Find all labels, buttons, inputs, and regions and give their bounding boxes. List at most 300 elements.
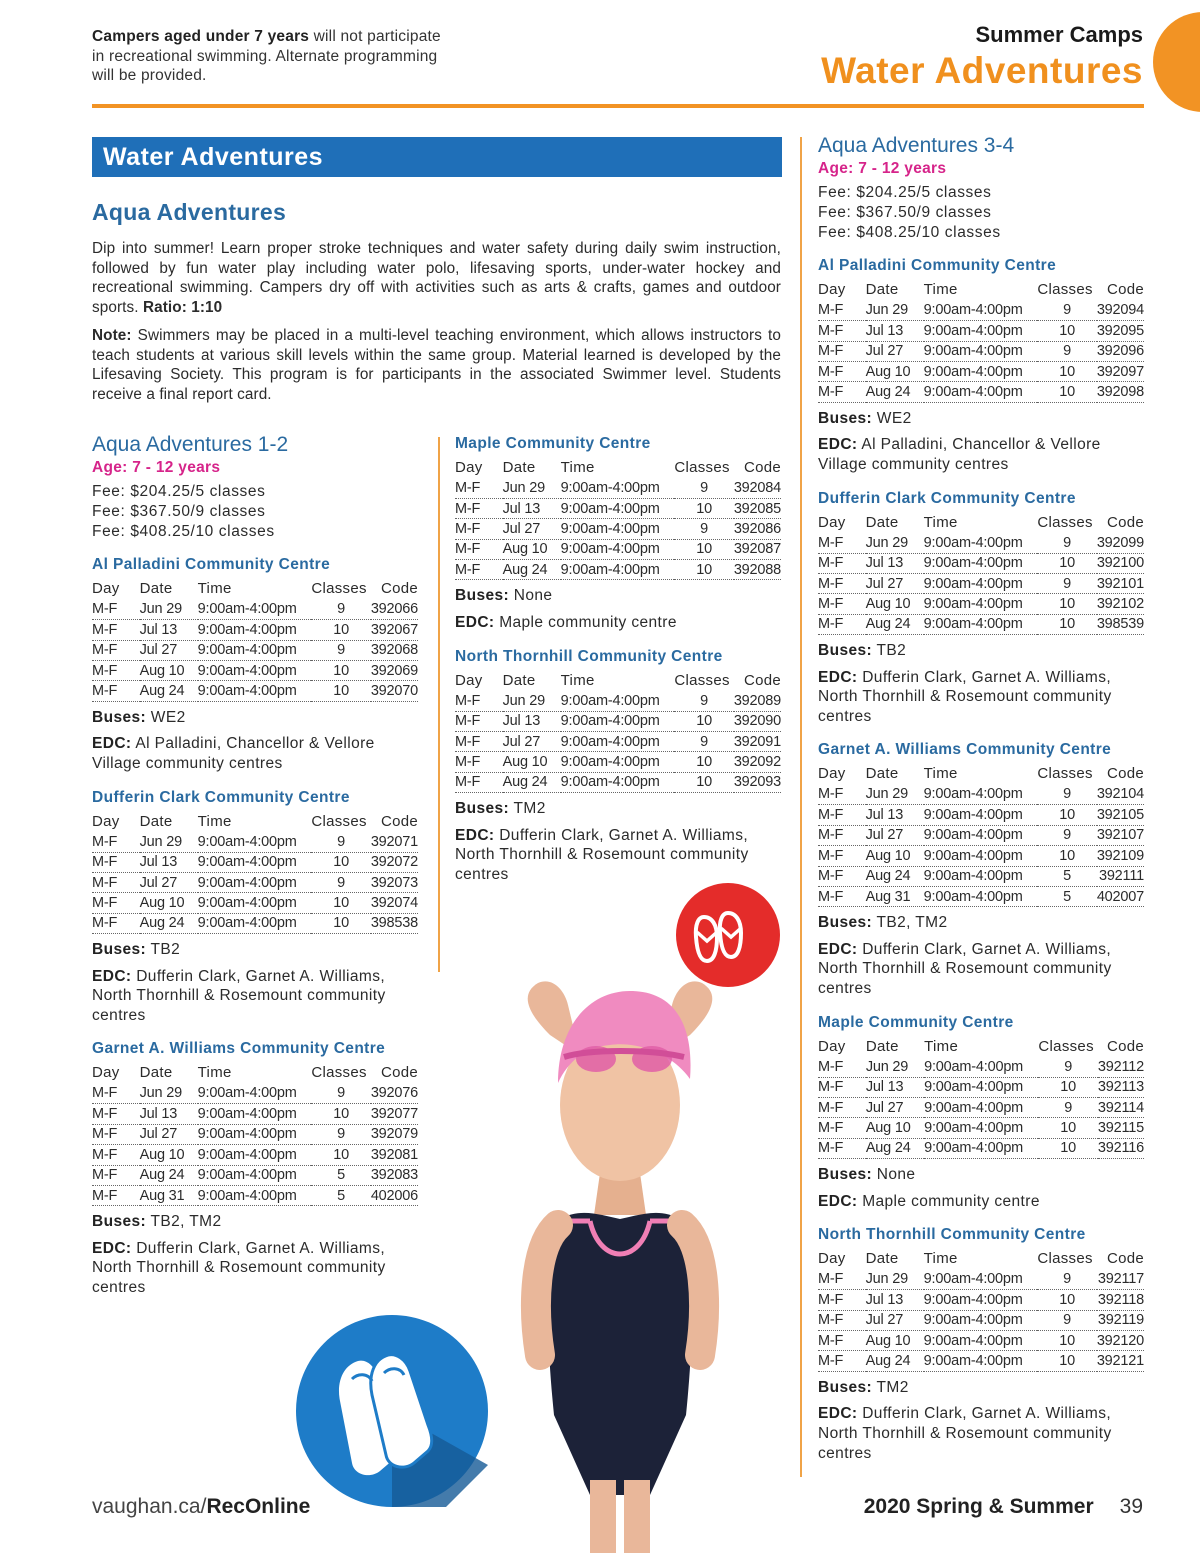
schedule-table: [92, 811, 418, 934]
cell-classes: 10: [674, 560, 733, 580]
column-header-time: Time: [923, 765, 958, 783]
cell-classes: 10: [674, 772, 733, 792]
footer-season: [864, 1495, 1143, 1519]
cell-time: 9:00am-4:00pm: [924, 825, 1038, 845]
column-header-time: Time: [197, 1064, 232, 1082]
cell-classes: 9: [311, 640, 370, 660]
cell-time: 9:00am-4:00pm: [198, 620, 312, 640]
cell-classes: 10: [1037, 1351, 1096, 1371]
edc-label: EDC:: [818, 940, 858, 958]
table-row: [455, 560, 781, 580]
column-header-day: Day: [818, 281, 846, 299]
table-row: [92, 681, 418, 701]
cell-code: 398538: [371, 913, 418, 933]
cell-classes: 10: [1038, 1118, 1097, 1138]
cell-date: Aug 31: [140, 1185, 198, 1205]
fee-line: Fee: $204.25/5 classes: [92, 483, 266, 500]
cell-time: 9:00am-4:00pm: [561, 731, 675, 751]
table-row: [92, 893, 418, 913]
buses-line: [92, 708, 422, 728]
buses-line: [818, 641, 1148, 661]
cell-code: 392088: [734, 560, 781, 580]
cell-day: M-F: [818, 1330, 866, 1350]
cell-classes: 9: [674, 519, 733, 539]
cell-day: M-F: [818, 1057, 866, 1077]
column-header-date: Date: [502, 671, 536, 689]
buses-line: [455, 799, 785, 819]
cell-day: M-F: [455, 731, 503, 751]
cell-day: M-F: [92, 872, 140, 892]
cell-classes: 10: [1037, 805, 1096, 825]
program-age: Age: 7 - 12 years: [818, 160, 947, 177]
cell-day: M-F: [818, 784, 866, 804]
cell-date: Aug 24: [140, 913, 198, 933]
column-header-code: Code: [380, 580, 418, 598]
buses-value: None: [509, 587, 553, 605]
buses-value: None: [872, 1166, 916, 1184]
table-row: [455, 498, 781, 518]
buses-value: TB2: [872, 642, 907, 660]
cell-time: 9:00am-4:00pm: [924, 1077, 1038, 1097]
cell-date: Aug 10: [140, 1145, 198, 1165]
cell-day: M-F: [92, 913, 140, 933]
cell-date: Aug 10: [140, 893, 198, 913]
table-row: [818, 1077, 1144, 1097]
note-text: Swimmers may be placed in a multi-level teaching environment, which allows instructors to teach students at various skill levels within the same group. Material learned is developed by the Lifesaving Society. This program is for participants in the associated Swimmer level. Students receive a final report card.: [92, 327, 781, 403]
edc-value: Dufferin Clark, Garnet A. Williams, North Thornhill & Rosemount community centres: [818, 940, 1112, 998]
cell-classes: 10: [311, 620, 370, 640]
buses-label: Buses:: [455, 587, 510, 605]
cell-date: Aug 24: [866, 1138, 924, 1158]
table-row: [92, 1104, 418, 1124]
cell-classes: 10: [311, 1145, 370, 1165]
centre-section: [92, 1039, 422, 1297]
cell-code: 402006: [371, 1185, 418, 1205]
buses-value: WE2: [872, 409, 912, 427]
cell-code: 392096: [1097, 341, 1144, 361]
buses-value: TB2, TM2: [146, 1213, 222, 1231]
cell-date: Aug 10: [866, 362, 924, 382]
cell-classes: 9: [674, 691, 733, 711]
cell-date: Jun 29: [503, 691, 561, 711]
cell-classes: 10: [1037, 846, 1096, 866]
cell-code: 392072: [371, 852, 418, 872]
cell-date: Jul 13: [503, 711, 561, 731]
cell-classes: 5: [1037, 886, 1096, 906]
cell-time: 9:00am-4:00pm: [924, 1138, 1038, 1158]
edc-line: [455, 613, 785, 633]
cell-time: 9:00am-4:00pm: [924, 1269, 1038, 1289]
edc-line: [92, 1239, 422, 1298]
cell-code: 392091: [734, 731, 781, 751]
buses-line: [818, 409, 1148, 429]
under-seven-note-text: will not participate in recreational swimming. Alternate programming will be provided.: [92, 28, 441, 84]
column-header-date: Date: [502, 459, 536, 476]
table-row: [455, 539, 781, 559]
cell-day: M-F: [455, 539, 503, 559]
section-banner: Water Adventures: [92, 137, 782, 177]
buses-line: [818, 1165, 1148, 1185]
buses-value: TM2: [509, 800, 546, 818]
edc-value: Maple community centre: [857, 1192, 1040, 1210]
column-header-classes: Classes: [674, 459, 730, 476]
schedule-table: [92, 1062, 418, 1206]
cell-classes: 10: [1037, 614, 1096, 634]
edc-label: EDC:: [818, 1405, 858, 1423]
buses-value: TM2: [872, 1378, 909, 1396]
cell-time: 9:00am-4:00pm: [924, 300, 1038, 320]
cell-code: 392089: [734, 691, 781, 711]
cell-classes: 10: [311, 1104, 370, 1124]
cell-time: 9:00am-4:00pm: [924, 866, 1038, 886]
cell-day: M-F: [455, 772, 503, 792]
cell-time: 9:00am-4:00pm: [198, 681, 312, 701]
fee-line: Fee: $367.50/9 classes: [92, 502, 266, 520]
column-header-day: Day: [818, 513, 846, 531]
cell-day: M-F: [92, 852, 140, 872]
column-header-code: Code: [1106, 1037, 1144, 1055]
centre-section: [92, 788, 422, 1026]
table-row: [92, 640, 418, 660]
cell-date: Jun 29: [866, 533, 924, 553]
cell-time: 9:00am-4:00pm: [924, 553, 1038, 573]
buses-label: Buses:: [818, 642, 873, 660]
header-divider: [92, 104, 1144, 108]
cell-time: 9:00am-4:00pm: [924, 1057, 1038, 1077]
fee-line: Fee: $408.25/10 classes: [818, 223, 1001, 241]
schedule-table: [92, 578, 418, 701]
table-row: [455, 731, 781, 751]
edc-label: EDC:: [92, 967, 132, 985]
centre-name: Garnet A. Williams Community Centre: [818, 741, 1112, 759]
buses-label: Buses:: [818, 409, 873, 427]
footer-url-bold: RecOnline: [206, 1495, 311, 1518]
cell-day: M-F: [92, 620, 140, 640]
under-seven-note: [92, 27, 452, 86]
cell-time: 9:00am-4:00pm: [561, 752, 675, 772]
column-header-time: Time: [923, 1250, 958, 1268]
cell-day: M-F: [818, 1077, 866, 1097]
centre-section: [818, 1013, 1148, 1212]
cell-day: M-F: [92, 1083, 140, 1103]
cell-day: M-F: [455, 711, 503, 731]
column-header-code: Code: [743, 459, 781, 476]
cell-classes: 10: [674, 752, 733, 772]
footer-url-prefix: vaughan.ca/: [92, 1495, 207, 1518]
flip-flops-icon: [676, 883, 780, 987]
column-header-time: Time: [197, 812, 232, 830]
cell-time: 9:00am-4:00pm: [198, 640, 312, 660]
cell-day: M-F: [818, 341, 866, 361]
cell-code: 392083: [371, 1165, 418, 1185]
cell-code: 392111: [1097, 866, 1144, 886]
cell-code: 392100: [1097, 553, 1144, 573]
cell-day: M-F: [818, 594, 866, 614]
cell-day: M-F: [92, 599, 140, 619]
column-header-code: Code: [380, 812, 418, 830]
cell-code: 398539: [1097, 614, 1144, 634]
centre-section: [92, 555, 422, 773]
cell-classes: 9: [1037, 573, 1096, 593]
cell-classes: 9: [674, 731, 733, 751]
cell-time: 9:00am-4:00pm: [198, 832, 312, 852]
column-header-classes: Classes: [1037, 765, 1093, 783]
column-header-date: Date: [139, 1064, 173, 1082]
cell-classes: 10: [311, 913, 370, 933]
cell-code: 392121: [1097, 1351, 1144, 1371]
cell-date: Aug 10: [503, 539, 561, 559]
cell-classes: 10: [1037, 1290, 1096, 1310]
under-seven-note-bold: Campers aged under 7 years: [92, 28, 310, 45]
cell-time: 9:00am-4:00pm: [924, 784, 1038, 804]
cell-date: Aug 24: [503, 772, 561, 792]
cell-date: Jul 27: [140, 640, 198, 660]
cell-code: 392077: [371, 1104, 418, 1124]
cell-date: Jul 13: [866, 1290, 924, 1310]
cell-classes: 9: [1038, 1057, 1097, 1077]
cell-code: 392092: [734, 752, 781, 772]
program-note: [92, 326, 781, 404]
column-header-date: Date: [865, 765, 899, 783]
cell-time: 9:00am-4:00pm: [924, 1290, 1038, 1310]
season-label: 2020 Spring & Summer: [863, 1495, 1094, 1518]
table-row: [92, 1083, 418, 1103]
cell-day: M-F: [92, 1124, 140, 1144]
column-header-code: Code: [1106, 513, 1144, 531]
centre-name: Dufferin Clark Community Centre: [92, 788, 350, 806]
centre-section: [455, 647, 785, 885]
column-header-date: Date: [139, 812, 173, 830]
cell-time: 9:00am-4:00pm: [198, 893, 312, 913]
buses-line: [818, 913, 1148, 933]
cell-day: M-F: [92, 661, 140, 681]
cell-day: M-F: [818, 300, 866, 320]
cell-date: Jul 13: [866, 1077, 924, 1097]
table-row: [92, 1185, 418, 1205]
cell-time: 9:00am-4:00pm: [561, 498, 675, 518]
cell-time: 9:00am-4:00pm: [561, 539, 675, 559]
cell-classes: 9: [311, 599, 370, 619]
table-row: [92, 832, 418, 852]
table-row: [455, 691, 781, 711]
edc-line: [818, 1192, 1148, 1212]
cell-code: 392070: [371, 681, 418, 701]
cell-time: 9:00am-4:00pm: [561, 560, 675, 580]
cell-date: Aug 10: [866, 846, 924, 866]
cell-code: 392102: [1097, 594, 1144, 614]
column-header-time: Time: [560, 459, 595, 476]
program-title: Aqua Adventures 3-4: [818, 134, 1015, 157]
centre-name: Dufferin Clark Community Centre: [818, 489, 1076, 507]
cell-classes: 9: [1037, 341, 1096, 361]
schedule-table: [818, 279, 1144, 402]
table-row: [818, 1138, 1144, 1158]
schedule-table: [455, 670, 781, 793]
column-header-day: Day: [92, 580, 120, 598]
cell-date: Aug 24: [503, 560, 561, 580]
cell-code: 392104: [1097, 784, 1144, 804]
cell-date: Jul 27: [866, 1097, 924, 1117]
cell-classes: 10: [311, 893, 370, 913]
orange-tab-decoration: [1153, 12, 1200, 112]
cell-time: 9:00am-4:00pm: [924, 533, 1038, 553]
centre-section: [455, 434, 785, 633]
fee-line: Fee: $367.50/9 classes: [818, 203, 992, 221]
cell-classes: 9: [311, 1083, 370, 1103]
cell-classes: 10: [1037, 594, 1096, 614]
cell-time: 9:00am-4:00pm: [198, 1083, 312, 1103]
cell-classes: 10: [311, 852, 370, 872]
cell-date: Jul 13: [866, 553, 924, 573]
table-row: [818, 533, 1144, 553]
column-header-classes: Classes: [311, 812, 367, 830]
cell-date: Jul 13: [866, 321, 924, 341]
cell-code: 392101: [1097, 573, 1144, 593]
cell-day: M-F: [92, 1145, 140, 1165]
cell-code: 392117: [1097, 1269, 1144, 1289]
edc-label: EDC:: [818, 436, 858, 454]
edc-line: [92, 734, 422, 773]
edc-value: Al Palladini, Chancellor & Vellore Village community centres: [818, 436, 1101, 474]
cell-classes: 9: [1037, 300, 1096, 320]
cell-day: M-F: [455, 498, 503, 518]
column-header-date: Date: [139, 580, 173, 598]
cell-code: 392119: [1097, 1310, 1144, 1330]
column-header-day: Day: [818, 1250, 846, 1268]
cell-date: Aug 31: [866, 886, 924, 906]
program-heading: Aqua Adventures: [92, 199, 287, 225]
edc-label: EDC:: [818, 668, 858, 686]
column-header-time: Time: [924, 1037, 959, 1055]
cell-classes: 9: [1037, 533, 1096, 553]
cell-classes: 5: [311, 1185, 370, 1205]
cell-day: M-F: [818, 553, 866, 573]
cell-classes: 9: [1037, 1310, 1096, 1330]
centre-name: Al Palladini Community Centre: [92, 556, 331, 574]
cell-day: M-F: [818, 1310, 866, 1330]
cell-code: 392076: [371, 1083, 418, 1103]
table-row: [818, 886, 1144, 906]
schedule-table: [818, 1036, 1144, 1159]
column-header-code: Code: [1106, 281, 1144, 299]
centre-section: [818, 489, 1148, 727]
cell-day: M-F: [818, 866, 866, 886]
buses-line: [92, 940, 422, 960]
page-title: Water Adventures: [821, 50, 1143, 91]
cell-time: 9:00am-4:00pm: [924, 341, 1038, 361]
cell-time: 9:00am-4:00pm: [924, 846, 1038, 866]
cell-code: 392094: [1097, 300, 1144, 320]
table-row: [818, 846, 1144, 866]
cell-classes: 10: [674, 539, 733, 559]
cell-classes: 10: [1037, 321, 1096, 341]
cell-date: Jun 29: [140, 599, 198, 619]
centre-name: Garnet A. Williams Community Centre: [92, 1040, 386, 1058]
cell-code: 392090: [734, 711, 781, 731]
program-description: [92, 239, 781, 317]
table-row: [818, 341, 1144, 361]
table-row: [818, 321, 1144, 341]
cell-date: Jun 29: [866, 784, 924, 804]
cell-day: M-F: [818, 321, 866, 341]
buses-label: Buses:: [92, 1213, 147, 1231]
cell-day: M-F: [92, 1185, 140, 1205]
column-header-time: Time: [560, 671, 595, 689]
cell-time: 9:00am-4:00pm: [924, 886, 1038, 906]
cell-code: 392112: [1098, 1057, 1144, 1077]
table-row: [92, 1124, 418, 1144]
cell-time: 9:00am-4:00pm: [924, 805, 1038, 825]
section-label: Summer Camps: [975, 22, 1143, 47]
cell-time: 9:00am-4:00pm: [924, 614, 1038, 634]
column-header-day: Day: [818, 765, 846, 783]
table-row: [455, 752, 781, 772]
column-aqua-1-2: [92, 433, 422, 1298]
table-row: [455, 519, 781, 539]
cell-time: 9:00am-4:00pm: [198, 599, 312, 619]
cell-time: 9:00am-4:00pm: [198, 913, 312, 933]
table-row: [455, 772, 781, 792]
cell-classes: 9: [1037, 825, 1096, 845]
column-header-time: Time: [197, 580, 232, 598]
column-aqua-3-4: [818, 134, 1148, 1463]
cell-classes: 5: [1037, 866, 1096, 886]
table-row: [818, 553, 1144, 573]
cell-day: M-F: [818, 1290, 866, 1310]
cell-date: Jul 27: [866, 341, 924, 361]
table-row: [92, 872, 418, 892]
cell-date: Jul 27: [140, 1124, 198, 1144]
table-row: [818, 362, 1144, 382]
table-row: [818, 1351, 1144, 1371]
table-row: [92, 913, 418, 933]
column-header-code: Code: [1106, 765, 1144, 783]
buses-label: Buses:: [818, 1378, 873, 1396]
edc-line: [818, 1404, 1148, 1463]
table-row: [92, 1165, 418, 1185]
edc-label: EDC:: [818, 1192, 858, 1210]
cell-date: Jun 29: [140, 1083, 198, 1103]
column-header-date: Date: [865, 281, 899, 299]
cell-time: 9:00am-4:00pm: [198, 661, 312, 681]
cell-date: Jul 27: [866, 1310, 924, 1330]
column-header-day: Day: [455, 671, 483, 689]
cell-day: M-F: [818, 362, 866, 382]
cell-code: 392068: [371, 640, 418, 660]
edc-value: Dufferin Clark, Garnet A. Williams, North Thornhill & Rosemount community centres: [455, 826, 749, 883]
buses-label: Buses:: [818, 914, 873, 932]
cell-classes: 9: [311, 872, 370, 892]
cell-date: Aug 24: [140, 1165, 198, 1185]
cell-time: 9:00am-4:00pm: [198, 1124, 312, 1144]
cell-classes: 10: [1038, 1077, 1097, 1097]
cell-time: 9:00am-4:00pm: [561, 519, 675, 539]
edc-line: [818, 435, 1148, 474]
cell-code: 392105: [1097, 805, 1144, 825]
cell-time: 9:00am-4:00pm: [198, 1185, 312, 1205]
cell-date: Jul 13: [140, 620, 198, 640]
edc-label: EDC:: [92, 1239, 132, 1257]
cell-time: 9:00am-4:00pm: [924, 382, 1038, 402]
schedule-table: [818, 512, 1144, 635]
column-divider: [438, 437, 440, 972]
cell-day: M-F: [818, 1269, 866, 1289]
table-row: [818, 866, 1144, 886]
cell-classes: 10: [1037, 553, 1096, 573]
cell-time: 9:00am-4:00pm: [561, 711, 675, 731]
table-row: [818, 1269, 1144, 1289]
schedule-table: [455, 457, 781, 580]
